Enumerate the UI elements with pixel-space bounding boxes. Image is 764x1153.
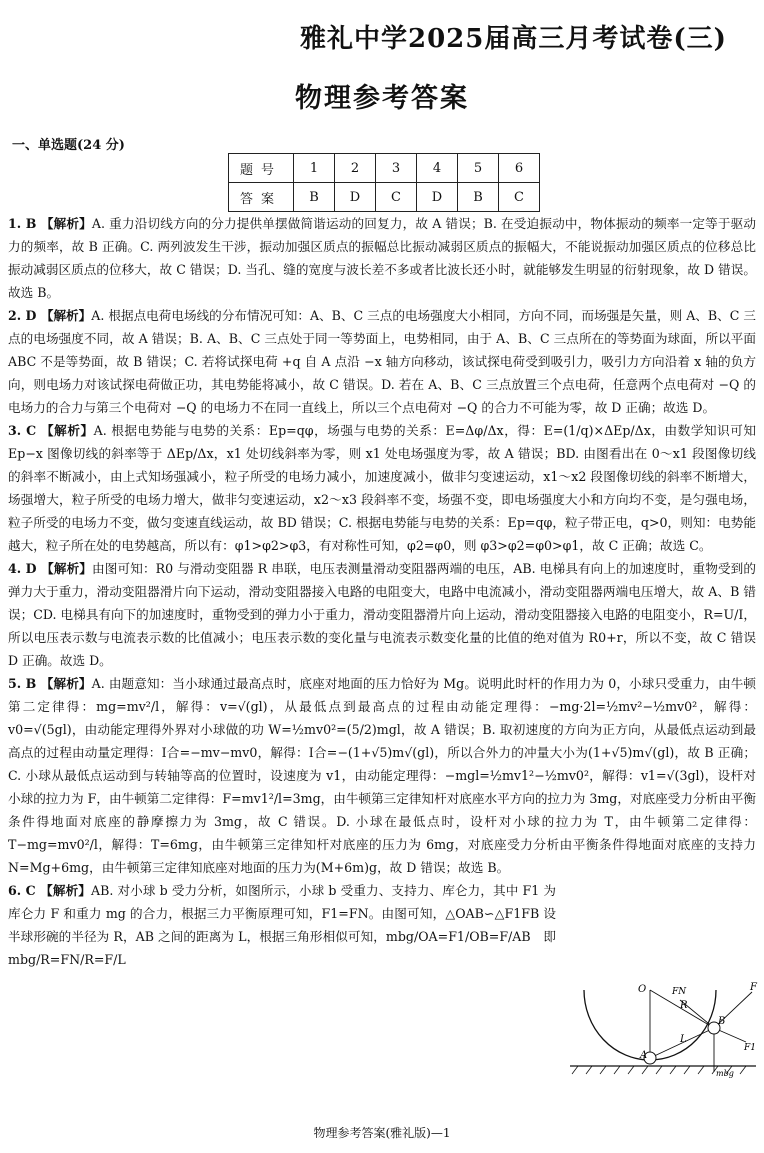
- exam-header: 雅礼中学2025届高三月考试卷(三): [300, 24, 727, 54]
- solution-3: [8, 419, 756, 557]
- solutions-body: [8, 212, 756, 971]
- table-cell: C: [499, 183, 540, 212]
- table-cell: 4: [417, 154, 458, 183]
- label-R: R: [680, 1000, 688, 1011]
- table-cell: 3: [376, 154, 417, 183]
- page-title: 物理参考答案: [295, 83, 469, 114]
- bowl-force-diagram: [568, 978, 758, 1078]
- table-row-answers: [229, 183, 540, 212]
- table-cell: 1: [294, 154, 335, 183]
- solution-head: 3. C 【解析】: [8, 423, 94, 438]
- solution-head: 6. C 【解析】: [8, 883, 91, 898]
- label-L: L: [680, 1034, 687, 1045]
- solution-head: 4. D 【解析】: [8, 561, 93, 576]
- solution-text: A. 根据点电荷电场线的分布情况可知：A、B、C 三点的电场强度大小相同，方向不同，而场强是矢量，则 A、B、C 三点的电场强度不同，故 A 错误；B. A、B、C 三点处于同一等势面上，电势相同，由于 A、B、C 三点所在的等势面为球面，所以平面 ABC 不是等势面，故 B 错误；C. 若将试探电荷 +q 自 A 点沿 −x 轴方向移动，该试探电荷受到吸引力，吸引力方向沿着 x 轴的负方向，则电场力对该试探电荷做正功，其电势能将减小，故 C 错误。D. 若在 A、B、C 三点放置三个点电荷，任意两个点电荷对 −Q 的电场力的合力与第三个电荷对 −Q 的电场力不在同一直线上，所以三个点电荷对 −Q 的合力不可能为零，故 D 正确；故选 D。: [8, 308, 756, 415]
- table-cell: D: [335, 183, 376, 212]
- solution-head: 2. D 【解析】: [8, 308, 92, 323]
- solution-head: 5. B 【解析】: [8, 676, 92, 691]
- section-heading: 一、单选题(24 分): [12, 138, 125, 153]
- page-footer: 物理参考答案(雅礼版)—1: [313, 1126, 451, 1140]
- solution-5: [8, 672, 756, 879]
- table-cell: B: [294, 183, 335, 212]
- label-B: B: [718, 1016, 726, 1027]
- solution-text: A. 由题意知：当小球通过最高点时，底座对地面的压力恰好为 Mg。说明此时杆的作用力为 0，小球只受重力，由牛顿第二定律得：mg=mv²/l，解得：v=√(gl)，从最低点到最高点的过程由动能定理得：−mg·2l=½mv²−½mv0²，解得：v0=√(5gl)，由动能定理得外界对小球做的功 W=½mv0²=(5/2)mgl，故 A 错误；B. 取初速度的方向为正方向，从最低点运动到最高点的过程由动量定理得：I合=−mv−mv0，解得：I合=−(1+√5)m√(gl)，所以合外力的冲量大小为(1+√5)m√(gl)，故 B 正确；C. 小球从最低点运动到与转轴等高的位置时，设速度为 v1，由动能定理得：−mgl=½mv1²−½mv0²，解得：v1=√(3gl)，设杆对小球的拉力为 F，由牛顿第二定律得：F=mv1²/l=3mg，由牛顿第三定律知杆对底座水平方向的拉力为 3mg，对底座受力分析由平衡条件得地面对底座的静摩擦力为 3mg，故 C 错误。D. 小球在最低点时，设杆对小球的拉力为 T，由牛顿第二定律得：T−mg=mv0²/l，解得：T=6mg，由牛顿第三定律知杆对底座的压力为 6mg，对底座受力分析由平衡条件得地面对底座的支持力 N=Mg+6mg，由牛顿第三定律知底座对地面的压力为(M+6m)g，故 D 错误；故选 B。: [8, 676, 756, 875]
- answer-table: [228, 153, 540, 212]
- solution-text: 由图可知：R0 与滑动变阻器 R 串联，电压表测量滑动变阻器两端的电压，AB. 电梯具有向上的加速度时，重物受到的弹力大于重力，滑动变阻器滑片向下运动，滑动变阻器接入电路的电阻变大，电路中电流减小，滑动变阻器两端电压增大，故 A、B 错误；CD. 电梯具有向下的加速度时，重物受到的弹力小于重力，滑动变阻器滑片向上运动，滑动变阻器接入电路的电阻变小，R=U/I，所以电压表示数与电流表示数的比值减小；电压表示数的变化量与电流表示数变化量的比值的绝对值为 R0+r，所以不变，故 C 错误 D 正确。故选 D。: [8, 561, 757, 668]
- solution-4: [8, 557, 756, 672]
- solution-6: [8, 879, 556, 971]
- solution-text: A. 根据电势能与电势的关系：Ep=qφ，场强与电势的关系：E=Δφ/Δx，得：E=(1/q)×ΔEp/Δx，由数学知识可知 Ep−x 图像切线的斜率等于 ΔEp/Δx，x1 处切线斜率为零，则 x1 处电场强度为零，故 A 错误；BD. 由图看出在 0～x1 段图像切线的斜率不断减小，由上式知场强减小，粒子所受的电场力减小，加速度减小，做非匀变速运动，x1～x2 段图像切线的斜率不断增大，场强增大，粒子所受的电场力增大，做非匀变速运动，x2～x3 段斜率不变，场强不变，即电场强度大小和方向均不变，是匀强电场，粒子所受的电场力不变，做匀变速直线运动，故 BD 错误；C. 根据电势能与电势的关系：Ep=qφ，粒子带正电，q>0，则知：电势能越大，粒子所在处的电势越高，所以有：φ1>φ2>φ3，有对称性可知，φ2=φ0，则 φ3>φ2=φ0>φ1，故 C 正确；故选 C。: [8, 423, 756, 553]
- table-cell: B: [458, 183, 499, 212]
- label-O: O: [638, 984, 647, 995]
- label-F: F: [750, 982, 757, 993]
- table-cell: 2: [335, 154, 376, 183]
- solution-head: 1. B 【解析】: [8, 216, 92, 231]
- solution-text: A. 重力沿切线方向的分力提供单摆做简谐运动的回复力，故 A 错误；B. 在受迫振动中，物体振动的频率一定等于驱动力的频率，故 B 正确。C. 两列波发生干涉，振动加强区质点的振幅总比振动减弱区质点的振幅大，不能说振动加强区质点的位移总比振动减弱区质点的位移大，故 C 错误；D. 当孔、缝的宽度与波长差不多或者比波长还小时，就能够发生明显的衍射现象，故 D 错误。故选 B。: [8, 216, 757, 300]
- table-cell: C: [376, 183, 417, 212]
- table-cell: 6: [499, 154, 540, 183]
- table-cell: 5: [458, 154, 499, 183]
- label-FN: FN: [672, 987, 687, 997]
- table-cell: D: [417, 183, 458, 212]
- solution-text: AB. 对小球 b 受力分析，如图所示，小球 b 受重力、支持力、库仑力，其中 F1 为库仑力 F 和重力 mg 的合力，根据三力平衡原理可知，F1=FN。由图可知，△OAB∽△F1FB 设半球形碗的半径为 R，AB 之间的距离为 L，根据三角形相似可知，mbg/OA=F1/OB=F/AB 即 mbg/R=FN/R=F/L: [8, 883, 556, 967]
- row-label-answer: 答案: [229, 183, 294, 212]
- solution-1: [8, 212, 756, 304]
- label-A: A: [640, 1050, 648, 1061]
- label-mg: mbg: [716, 1069, 734, 1078]
- row-label-number: 题号: [229, 154, 294, 183]
- solution-2: [8, 304, 756, 419]
- table-row-numbers: [229, 154, 540, 183]
- label-F1: F1: [744, 1043, 756, 1053]
